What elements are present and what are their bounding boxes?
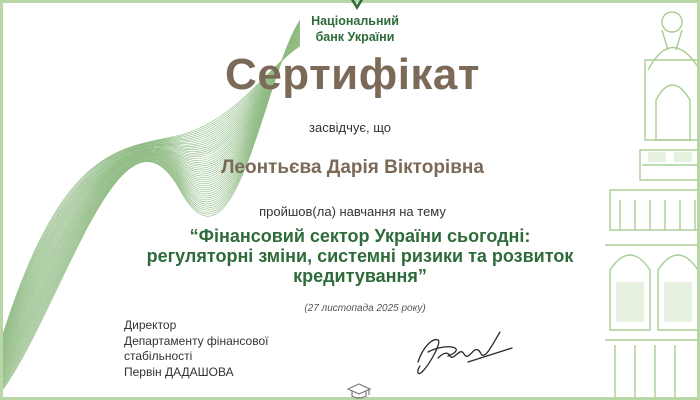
signatory-position-line-2: Департаменту фінансової	[124, 333, 269, 348]
course-title	[90, 226, 630, 286]
course-intro-text: пройшов(ла) навчання на тему	[259, 204, 446, 219]
signatory-name: Первін ДАДАШОВА	[124, 364, 234, 379]
signatory-position-line-1: Директор	[124, 318, 177, 332]
decorative-building-illustration	[550, 0, 700, 400]
certificate-title: Сертифікат	[225, 50, 480, 99]
course-title-line-1: “Фінансовий сектор України сьогодні:	[189, 226, 531, 246]
certifies-text: засвідчує, що	[309, 120, 391, 135]
nbu-logo-mark-icon	[350, 0, 364, 10]
course-date: (27 листопада 2025 року)	[304, 303, 426, 314]
signatory-block	[124, 318, 324, 380]
logo-line-1: Національний	[311, 14, 399, 28]
signatory-position-line-3: стабільності	[124, 349, 193, 363]
recipient-name: Леонтьєва Дарія Вікторівна	[221, 157, 484, 178]
nbu-logo	[300, 0, 410, 50]
course-title-line-3: кредитування”	[293, 266, 427, 286]
graduation-cap-icon	[346, 382, 372, 400]
handwritten-signature	[408, 322, 518, 380]
course-title-line-2: регуляторні зміни, системні ризики та розвиток	[146, 246, 574, 266]
logo-line-2: банк України	[315, 30, 395, 44]
